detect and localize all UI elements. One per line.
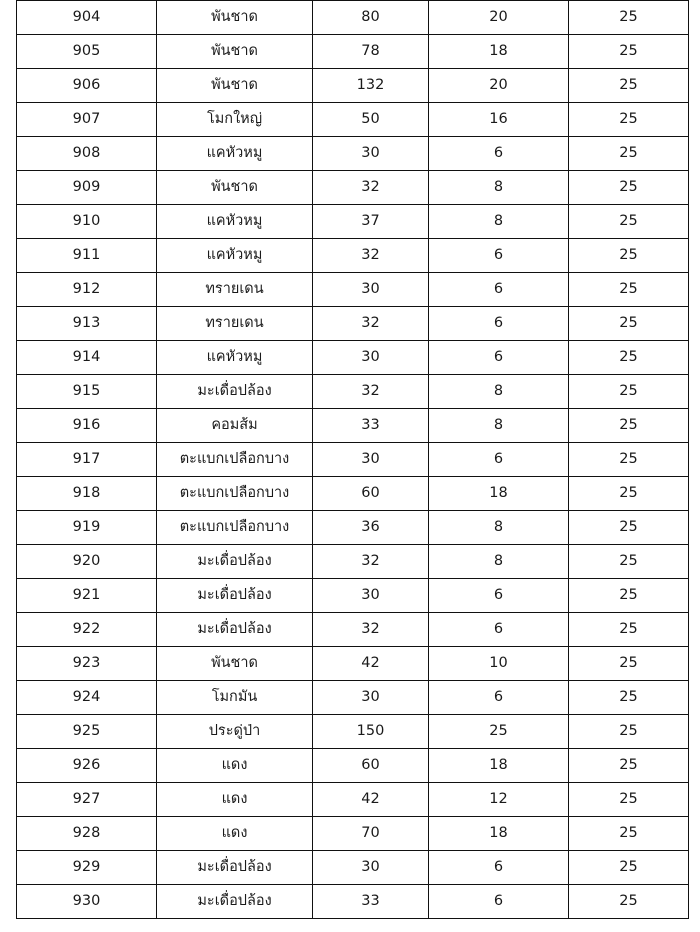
value-b-cell: 8 <box>429 545 569 579</box>
species-name-cell: มะเดื่อปล้อง <box>157 885 313 919</box>
value-a-cell: 36 <box>313 511 429 545</box>
tree-number-cell: 926 <box>17 749 157 783</box>
value-a-cell: 70 <box>313 817 429 851</box>
species-name-cell: ตะแบกเปลือกบาง <box>157 511 313 545</box>
value-a-cell: 30 <box>313 851 429 885</box>
species-name-cell: มะเดื่อปล้อง <box>157 613 313 647</box>
tree-number-cell: 916 <box>17 409 157 443</box>
value-c-cell: 25 <box>569 1 689 35</box>
species-name-cell: แคหัวหมู <box>157 205 313 239</box>
value-a-cell: 132 <box>313 69 429 103</box>
species-name-cell: แคหัวหมู <box>157 137 313 171</box>
species-name-cell: ทรายเดน <box>157 307 313 341</box>
table-row <box>17 783 689 817</box>
value-a-cell: 80 <box>313 1 429 35</box>
value-c-cell: 25 <box>569 103 689 137</box>
value-b-cell: 10 <box>429 647 569 681</box>
value-b-cell: 18 <box>429 477 569 511</box>
tree-number-cell: 917 <box>17 443 157 477</box>
table-row <box>17 409 689 443</box>
table-row <box>17 171 689 205</box>
value-c-cell: 25 <box>569 783 689 817</box>
value-b-cell: 6 <box>429 885 569 919</box>
value-a-cell: 37 <box>313 205 429 239</box>
species-name-cell: พันชาด <box>157 171 313 205</box>
value-c-cell: 25 <box>569 239 689 273</box>
value-c-cell: 25 <box>569 647 689 681</box>
value-a-cell: 78 <box>313 35 429 69</box>
table-row <box>17 35 689 69</box>
value-b-cell: 12 <box>429 783 569 817</box>
value-c-cell: 25 <box>569 511 689 545</box>
table-row <box>17 273 689 307</box>
value-a-cell: 32 <box>313 307 429 341</box>
species-name-cell: มะเดื่อปล้อง <box>157 851 313 885</box>
value-b-cell: 8 <box>429 409 569 443</box>
tree-number-cell: 921 <box>17 579 157 613</box>
value-b-cell: 6 <box>429 851 569 885</box>
tree-number-cell: 911 <box>17 239 157 273</box>
value-b-cell: 6 <box>429 443 569 477</box>
tree-data-table <box>16 0 689 919</box>
value-b-cell: 6 <box>429 239 569 273</box>
tree-number-cell: 904 <box>17 1 157 35</box>
table-row <box>17 613 689 647</box>
table-row <box>17 511 689 545</box>
species-name-cell: โมกมัน <box>157 681 313 715</box>
species-name-cell: มะเดื่อปล้อง <box>157 579 313 613</box>
tree-number-cell: 913 <box>17 307 157 341</box>
tree-number-cell: 923 <box>17 647 157 681</box>
value-c-cell: 25 <box>569 477 689 511</box>
tree-number-cell: 922 <box>17 613 157 647</box>
table-row <box>17 749 689 783</box>
value-c-cell: 25 <box>569 681 689 715</box>
species-name-cell: ตะแบกเปลือกบาง <box>157 477 313 511</box>
value-b-cell: 6 <box>429 307 569 341</box>
value-c-cell: 25 <box>569 35 689 69</box>
tree-number-cell: 905 <box>17 35 157 69</box>
value-b-cell: 20 <box>429 1 569 35</box>
table-row <box>17 239 689 273</box>
value-c-cell: 25 <box>569 613 689 647</box>
table-row <box>17 341 689 375</box>
species-name-cell: ประดู่ป่า <box>157 715 313 749</box>
value-a-cell: 32 <box>313 239 429 273</box>
value-a-cell: 30 <box>313 341 429 375</box>
species-name-cell: แดง <box>157 783 313 817</box>
value-a-cell: 30 <box>313 443 429 477</box>
value-a-cell: 32 <box>313 171 429 205</box>
value-c-cell: 25 <box>569 409 689 443</box>
table-row <box>17 681 689 715</box>
value-b-cell: 16 <box>429 103 569 137</box>
tree-number-cell: 925 <box>17 715 157 749</box>
value-b-cell: 6 <box>429 613 569 647</box>
tree-number-cell: 906 <box>17 69 157 103</box>
species-name-cell: พันชาด <box>157 35 313 69</box>
value-a-cell: 32 <box>313 545 429 579</box>
table-row <box>17 817 689 851</box>
tree-number-cell: 915 <box>17 375 157 409</box>
tree-number-cell: 914 <box>17 341 157 375</box>
tree-number-cell: 928 <box>17 817 157 851</box>
value-b-cell: 6 <box>429 341 569 375</box>
value-c-cell: 25 <box>569 273 689 307</box>
tree-number-cell: 924 <box>17 681 157 715</box>
value-b-cell: 8 <box>429 511 569 545</box>
value-b-cell: 18 <box>429 749 569 783</box>
species-name-cell: ทรายเดน <box>157 273 313 307</box>
value-c-cell: 25 <box>569 749 689 783</box>
table-row <box>17 307 689 341</box>
document-sheet <box>16 0 688 919</box>
table-row <box>17 103 689 137</box>
tree-number-cell: 908 <box>17 137 157 171</box>
tree-number-cell: 920 <box>17 545 157 579</box>
tree-number-cell: 918 <box>17 477 157 511</box>
tree-number-cell: 912 <box>17 273 157 307</box>
value-b-cell: 20 <box>429 69 569 103</box>
value-a-cell: 50 <box>313 103 429 137</box>
value-a-cell: 32 <box>313 613 429 647</box>
value-a-cell: 60 <box>313 477 429 511</box>
species-name-cell: พันชาด <box>157 647 313 681</box>
value-b-cell: 6 <box>429 137 569 171</box>
value-c-cell: 25 <box>569 307 689 341</box>
table-row <box>17 443 689 477</box>
species-name-cell: พันชาด <box>157 1 313 35</box>
table-row <box>17 579 689 613</box>
species-name-cell: คอมส้ม <box>157 409 313 443</box>
value-c-cell: 25 <box>569 137 689 171</box>
value-b-cell: 8 <box>429 375 569 409</box>
species-name-cell: พันชาด <box>157 69 313 103</box>
value-c-cell: 25 <box>569 171 689 205</box>
species-name-cell: แคหัวหมู <box>157 341 313 375</box>
value-a-cell: 42 <box>313 783 429 817</box>
tree-number-cell: 929 <box>17 851 157 885</box>
value-a-cell: 30 <box>313 681 429 715</box>
value-a-cell: 33 <box>313 409 429 443</box>
tree-number-cell: 909 <box>17 171 157 205</box>
value-b-cell: 8 <box>429 171 569 205</box>
value-c-cell: 25 <box>569 69 689 103</box>
value-c-cell: 25 <box>569 817 689 851</box>
value-b-cell: 25 <box>429 715 569 749</box>
table-row <box>17 205 689 239</box>
tree-number-cell: 910 <box>17 205 157 239</box>
value-c-cell: 25 <box>569 341 689 375</box>
value-a-cell: 30 <box>313 273 429 307</box>
value-c-cell: 25 <box>569 443 689 477</box>
value-c-cell: 25 <box>569 885 689 919</box>
value-c-cell: 25 <box>569 579 689 613</box>
species-name-cell: แดง <box>157 749 313 783</box>
table-row <box>17 851 689 885</box>
value-b-cell: 18 <box>429 35 569 69</box>
tree-number-cell: 927 <box>17 783 157 817</box>
table-row <box>17 647 689 681</box>
value-b-cell: 18 <box>429 817 569 851</box>
value-a-cell: 32 <box>313 375 429 409</box>
value-c-cell: 25 <box>569 545 689 579</box>
value-a-cell: 42 <box>313 647 429 681</box>
table-body <box>17 1 689 919</box>
value-a-cell: 33 <box>313 885 429 919</box>
species-name-cell: โมกใหญ่ <box>157 103 313 137</box>
value-b-cell: 8 <box>429 205 569 239</box>
table-row <box>17 545 689 579</box>
value-c-cell: 25 <box>569 851 689 885</box>
table-row <box>17 715 689 749</box>
species-name-cell: ตะแบกเปลือกบาง <box>157 443 313 477</box>
tree-number-cell: 930 <box>17 885 157 919</box>
value-c-cell: 25 <box>569 205 689 239</box>
table-row <box>17 885 689 919</box>
tree-number-cell: 919 <box>17 511 157 545</box>
value-c-cell: 25 <box>569 375 689 409</box>
table-row <box>17 1 689 35</box>
table-row <box>17 137 689 171</box>
value-b-cell: 6 <box>429 579 569 613</box>
species-name-cell: แดง <box>157 817 313 851</box>
species-name-cell: มะเดื่อปล้อง <box>157 545 313 579</box>
tree-number-cell: 907 <box>17 103 157 137</box>
table-row <box>17 477 689 511</box>
value-b-cell: 6 <box>429 681 569 715</box>
value-c-cell: 25 <box>569 715 689 749</box>
value-a-cell: 150 <box>313 715 429 749</box>
table-row <box>17 375 689 409</box>
value-a-cell: 30 <box>313 579 429 613</box>
value-a-cell: 30 <box>313 137 429 171</box>
value-b-cell: 6 <box>429 273 569 307</box>
species-name-cell: แคหัวหมู <box>157 239 313 273</box>
species-name-cell: มะเดื่อปล้อง <box>157 375 313 409</box>
table-row <box>17 69 689 103</box>
value-a-cell: 60 <box>313 749 429 783</box>
